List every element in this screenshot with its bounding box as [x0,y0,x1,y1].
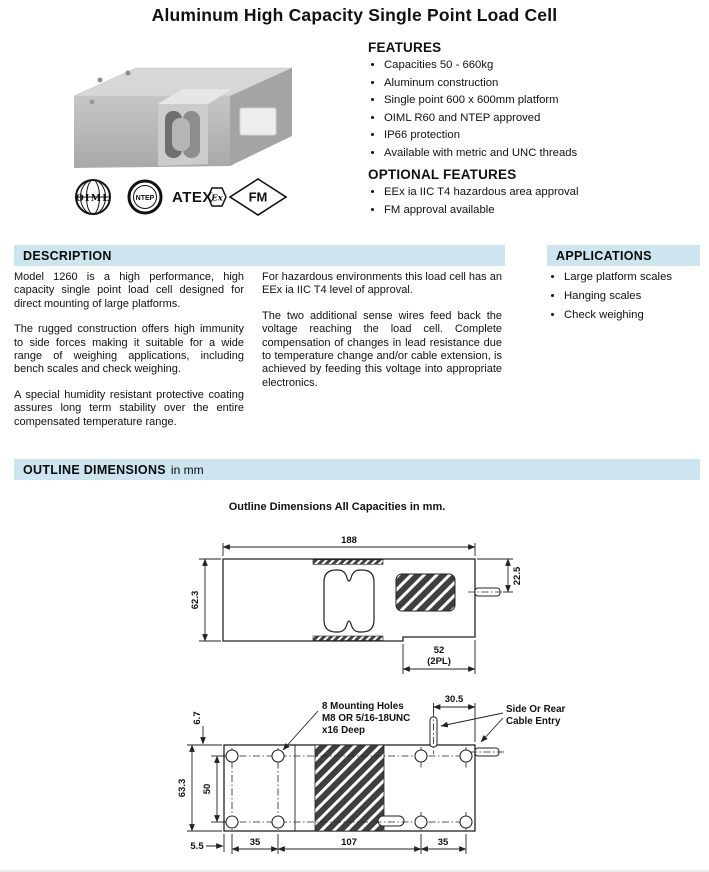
flexure-tab [378,816,404,826]
dim-edge-top-label: 6.7 [192,711,203,725]
top-flexure-strip [313,560,383,565]
dim-overall-height-label: 63.3 [177,778,188,798]
dim-mid-span-label: 107 [341,837,357,848]
application-item: • Hanging scales [564,290,705,302]
drawing-plan-view [177,694,566,854]
dim-foot-note: (2PL) [427,656,451,667]
description-column-1 [14,271,244,441]
dim-right-span-label: 35 [437,837,449,848]
atex-logo [172,188,226,206]
features-heading: FEATURES [368,40,442,55]
page-title: Aluminum High Capacity Single Point Load Cell [151,5,558,25]
ntep-logo [129,181,161,213]
outline-dimensions-heading: OUTLINE DIMENSIONS [23,462,166,477]
features-block [368,40,704,221]
dim-foot-label: 52 [433,645,445,656]
description-section-header [14,245,505,266]
features-list [368,59,704,159]
atex-ex-text: Ex [211,193,223,204]
fm-logo [230,179,286,215]
applications-section-header [547,245,700,266]
applications-list [549,271,705,321]
oiml-text: OIML [75,194,111,204]
ntep-text: NTEP [135,195,155,202]
mounting-holes-note-line1: 8 Mounting Holes [322,701,404,712]
mounting-holes-note-line3: x16 Deep [322,725,366,736]
product-photo [62,58,302,174]
feature-item: • Available with metric and UNC threads [384,147,704,159]
dim-cable-top-offset-label: 30.5 [444,694,464,705]
description-heading: DESCRIPTION [23,248,112,263]
bottom-flexure-strip [313,636,383,641]
description-paragraph: Model 1260 is a high performance, high capacity single point load cell designed for direct mounting of large platforms. [14,271,244,310]
dim-height-label: 62.3 [190,590,201,610]
optional-feature-item: • EEx ia IIC T4 hazardous area approval [384,186,704,198]
feature-item: • IP66 protection [384,129,704,141]
hatched-center-area [315,745,384,831]
description-paragraph: A special humidity resistant protective coating assures long term stability over the entire compensated temperature range. [14,388,244,428]
feature-item: • Aluminum construction [384,77,704,89]
optional-features-heading: OPTIONAL FEATURES [368,166,517,182]
outline-dimensions-section-header [14,459,700,480]
feature-item: • OIML R60 and NTEP approved [384,112,704,124]
dim-cable-offset-label: 22.5 [512,566,523,586]
description-column-2 [262,271,502,402]
load-cell-image [74,68,292,168]
fm-text: FM [248,189,268,205]
description-paragraph: For hazardous environments this load cell has an EEx ia IIC T4 level of approval. [262,271,502,297]
dim-width-label: 188 [341,535,357,546]
oiml-logo [76,180,110,214]
outline-dimensions-unit: in mm [170,462,204,477]
description-paragraph: The two additional sense wires feed back the voltage reaching the load cell. Complete compensation of changes in lead resistance due to temperature change and/or cable extension, is achieved by feeding this voltage into appropriate electronics. [262,309,502,389]
optional-features-list [368,186,704,216]
description-paragraph: The rugged construction offers high immunity to side forces making it suitable for a wide range of weighing applications, including bench scales and check weighing. [14,323,244,376]
drawing-side-view [190,535,523,674]
dim-left-span-label: 35 [249,837,261,848]
label-plate-hatched [396,574,455,611]
certification-logos [62,174,302,220]
dim-edge-left-label: 5.5 [190,841,204,852]
mounting-holes-note-line2: M8 OR 5/16-18UNC [322,713,411,724]
optional-feature-item: • FM approval available [384,204,704,216]
cable-entry-note-line1: Side Or Rear [506,704,566,715]
application-item: • Large platform scales [564,271,705,283]
application-item: • Check weighing [564,309,705,321]
feature-item: • Capacities 50 - 660kg [384,59,704,71]
dim-hole-pitch-label: 50 [202,783,213,795]
applications-block [549,271,705,328]
figure-caption: Outline Dimensions All Capacities in mm. [228,501,446,513]
atex-text: ATEX [172,189,213,206]
applications-heading: APPLICATIONS [556,248,652,263]
outline-drawings [0,492,709,868]
feature-item: • Single point 600 x 600mm platform [384,94,704,106]
cable-entry-note-line2: Cable Entry [506,716,561,727]
